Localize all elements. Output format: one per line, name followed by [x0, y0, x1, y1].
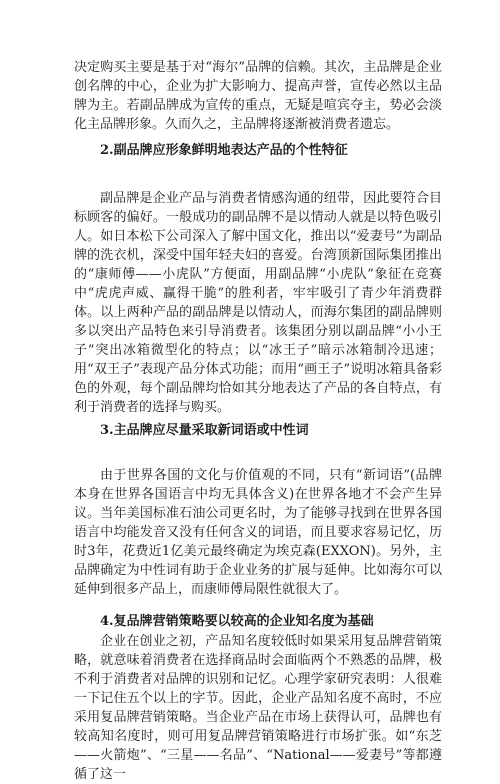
section-heading-3: 3.主品牌应尽量采取新词语或中性词	[100, 423, 309, 438]
paragraph-section-3: 由于世界各国的文化与价值观的不同，只有“新词语”(品牌本身在世界各国语言中均无具体含义)在世界各地才不会产生异议。当年美国标准石油公司更名时，为了能够寻找到在世界各国语言中均能发音又没有任何含义的词语，而且要求容易记忆，历时3年，花费近1亿美元最终确定为埃克森(EXXON)。另外，主品牌确定为中性词有助于企业业务的扩展与延伸。比如海尔可以延伸到很多产品上，而康师傅局限性就很大了。	[74, 468, 442, 597]
section-heading-4: 4.复品牌营销策略要以较高的企业知名度为基础	[100, 614, 374, 629]
paragraph-section-2: 副品牌是企业产品与消费者情感沟通的纽带，因此要符合目标顾客的偏好。一般成功的副品牌不是以情动人就是以特色吸引人。如日本松下公司深入了解中国文化，推出以“爱妻号”为副品牌的洗衣机，深受中国年轻夫妇的喜爱。台湾顶新国际集团推出的“康师傅——小虎队”方便面，用副品牌“小虎队”象征在竞赛中“虎虎声威、赢得干脆”的胜利者，牢牢吸引了青少年消费群体。以上两种产品的副品牌是以情动人，而海尔集团的副品牌则多以突出产品特色来引导消费者。该集团分别以副品牌“小小王子”突出冰箱微型化的特点；以“冰王子”暗示冰箱制冷迅速；用“双王子”表现产品分体式功能；而用“画王子”说明冰箱具备彩色的外观，每个副品牌均恰如其分地表达了产品的各自特点，有利于消费者的选择与购买。	[74, 191, 442, 415]
paragraph-section-4: 企业在创业之初，产品知名度较低时如果采用复品牌营销策略，就意味着消费者在选择商品时会面临两个不熟悉的品牌，极不利于消费者对品牌的识别和记忆。心理学家研究表明：人很难一下记住五个以上的字节。因此，企业产品知名度不高时，不应采用复品牌营销策略。当企业产品在市场上获得认可，品牌也有较高知名度时，则可用复品牌营销策略进行市场扩张。如“东芝——火箭炮”、“三星——名品”、“National——爱妻号”等都遵循了这一	[74, 634, 442, 782]
paragraph-intro: 决定购买主要是基于对“海尔”品牌的信赖。其次，主品牌是企业创名牌的中心，企业为扩大影响力、提高声誉，宣传必然以主品牌为主。若副品牌成为宣传的重点，无疑是喧宾夺主，势必会淡化主品牌形象。久而久之，主品牌将逐渐被消费者遗忘。	[74, 60, 442, 132]
section-heading-2: 2.副品牌应形象鲜明地表达产品的个性特征	[100, 143, 348, 158]
